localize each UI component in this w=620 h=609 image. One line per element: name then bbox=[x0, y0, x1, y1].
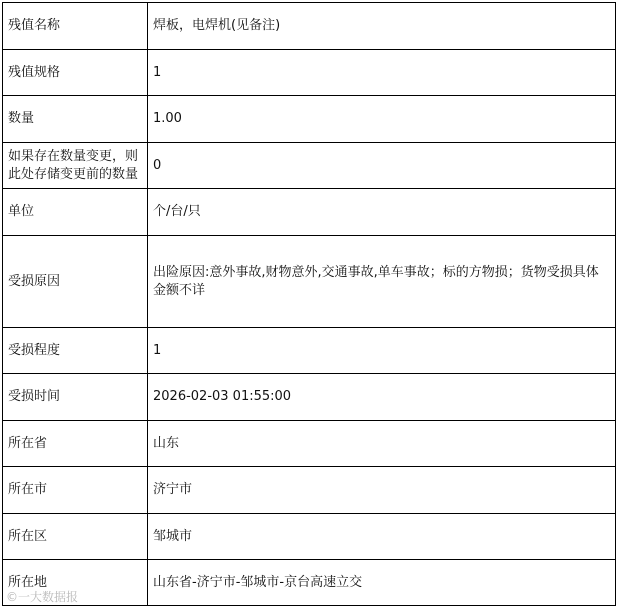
table-row bbox=[3, 50, 616, 96]
table-row bbox=[3, 514, 616, 560]
row-value: 济宁市 bbox=[148, 467, 616, 514]
row-value: 1 bbox=[148, 328, 616, 374]
table-row bbox=[3, 560, 616, 606]
table-row bbox=[3, 328, 616, 374]
table-row bbox=[3, 3, 616, 50]
table-row bbox=[3, 236, 616, 328]
row-label: 残值规格 bbox=[3, 50, 148, 96]
row-label: 如果存在数量变更，则此处存储变更前的数量 bbox=[3, 143, 148, 189]
info-table bbox=[2, 2, 616, 606]
row-value: 出险原因:意外事故,财物意外,交通事故,单车事故；标的方物损；货物受损具体金额不详 bbox=[148, 236, 616, 328]
row-value: 邹城市 bbox=[148, 514, 616, 560]
row-label: 受损时间 bbox=[3, 374, 148, 421]
table-row bbox=[3, 96, 616, 143]
row-label: 数量 bbox=[3, 96, 148, 143]
watermark: ©一大数据报 bbox=[6, 590, 79, 604]
table-row bbox=[3, 467, 616, 514]
row-value: 山东 bbox=[148, 421, 616, 467]
row-label: 残值名称 bbox=[3, 3, 148, 50]
row-label: 所在市 bbox=[3, 467, 148, 514]
row-label: 受损原因 bbox=[3, 236, 148, 328]
row-value: 1.00 bbox=[148, 96, 616, 143]
row-label: 单位 bbox=[3, 189, 148, 236]
table-row bbox=[3, 374, 616, 421]
row-label: 受损程度 bbox=[3, 328, 148, 374]
row-value: 2026-02-03 01:55:00 bbox=[148, 374, 616, 421]
row-value: 个/台/只 bbox=[148, 189, 616, 236]
table-row bbox=[3, 189, 616, 236]
table-row bbox=[3, 421, 616, 467]
row-label: 所在省 bbox=[3, 421, 148, 467]
row-label: 所在地 bbox=[3, 560, 148, 606]
row-value: 山东省-济宁市-邹城市-京台高速立交 bbox=[148, 560, 616, 606]
row-label: 所在区 bbox=[3, 514, 148, 560]
table-row bbox=[3, 143, 616, 189]
row-value: 焊板，电焊机(见备注) bbox=[148, 3, 616, 50]
row-value: 0 bbox=[148, 143, 616, 189]
row-value: 1 bbox=[148, 50, 616, 96]
